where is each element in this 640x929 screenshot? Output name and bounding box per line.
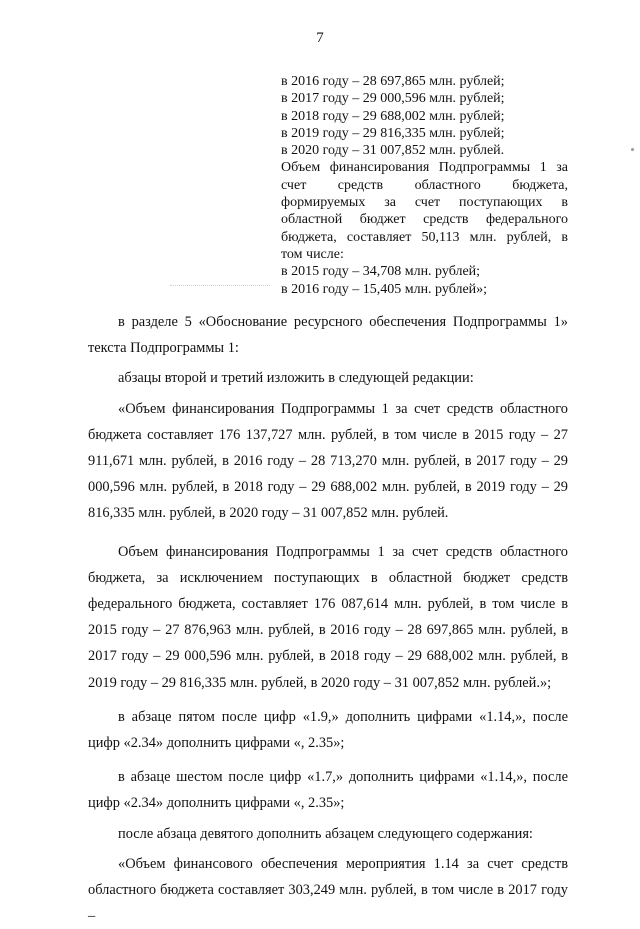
paragraph-measure-1-14: «Объем финансового обеспечения мероприятия 1.14 за счет средств областного бюджета составляет 303,249 млн. рублей, в том числе в 2017 году – — [88, 855, 568, 925]
page-number: 7 — [316, 30, 324, 46]
paragraph-abzats-6: в абзаце шестом после цифр «1.7,» дополнить цифрами «1.14,», после цифр «2.34» дополнить цифрами «, 2.35»; — [88, 769, 568, 812]
funding-line-5: бюджета, составляет 50,113 млн. рублей, в — [281, 229, 568, 245]
year-line-2019: в 2019 году – 29 816,335 млн. рублей; — [281, 125, 505, 141]
paragraph-abzats-5: в абзаце пятом после цифр «1.9,» дополнить цифрами «1.14,», после цифр «2.34» дополнить цифрами «, 2.35»; — [88, 708, 568, 752]
funding-line-2: счет средств областного бюджета, — [281, 177, 568, 193]
paragraph-after-abzats-9: после абзаца девятого дополнить абзацем следующего содержания: — [118, 825, 533, 842]
document-body — [88, 309, 568, 929]
paragraph-funding-total: «Объем финансирования Подпрограммы 1 за счет средств областного бюджета составляет 176 137,727 млн. рублей, в том числе в 2015 году – 27 911,671 млн. рублей, в 2016 году – 28 713,270 млн. рублей, в 2017 году – 29 000,596 млн. рублей, в 2018 году – 29 688,002 млн. рублей, в 2019 году – 29 816,335 млн. рублей, в 2020 году – 31 007,852 млн. рублей. — [88, 400, 568, 522]
year-line-2016: в 2016 году – 28 697,865 млн. рублей; — [281, 74, 505, 89]
paragraph-section-5: в разделе 5 «Обоснование ресурсного обеспечения Подпрограммы 1» текста Подпрограммы 1: — [88, 314, 568, 357]
funding-line-6: том числе: — [281, 246, 344, 262]
tail-line-2016: в 2016 году – 15,405 млн. рублей»; — [281, 281, 488, 297]
scan-speck — [631, 148, 634, 151]
funding-line-3: формируемых за счет поступающих в — [281, 195, 568, 211]
scan-dotted-artifact — [170, 285, 270, 290]
amendment-column-block — [281, 73, 568, 298]
tail-line-2015: в 2015 году – 34,708 млн. рублей; — [281, 264, 481, 280]
paragraph-funding-excluding-federal: Объем финансирования Подпрограммы 1 за счет средств областного бюджета, за исключением поступающих в областной бюджет средств федерального бюджета, составляет 176 087,614 млн. рублей, в том числе в 2015 году – 27 876,963 млн. рублей, в 2016 году – 28 697,865 млн. рублей, в 2017 году – 29 000,596 млн. рублей, в 2018 году – 29 688,002 млн. рублей, в 2019 году – 29 816,335 млн. рублей, в 2020 году – 31 007,852 млн. рублей.»; — [88, 543, 568, 691]
year-line-2020: в 2020 году – 31 007,852 млн. рублей. — [281, 143, 505, 159]
year-line-2017: в 2017 году – 29 000,596 млн. рублей; — [281, 91, 505, 107]
funding-line-1: Объем финансирования Подпрограммы 1 за — [281, 160, 568, 176]
year-line-2018: в 2018 году – 29 688,002 млн. рублей; — [281, 108, 505, 124]
paragraph-abzatsy: абзацы второй и третий изложить в следующей редакции: — [118, 370, 474, 387]
funding-line-4: областной бюджет средств федерального — [281, 212, 568, 228]
